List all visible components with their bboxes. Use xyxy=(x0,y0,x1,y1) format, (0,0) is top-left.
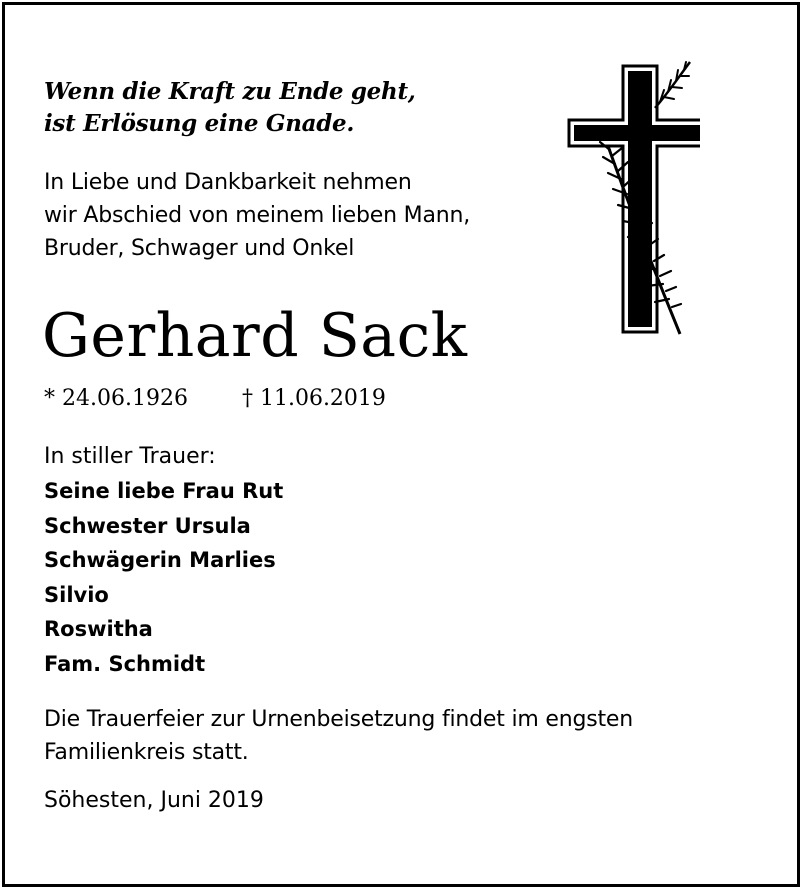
life-dates xyxy=(44,384,386,414)
death-date: † 11.06.2019 xyxy=(241,386,386,411)
mourner-name: Roswitha xyxy=(44,617,153,641)
mourning-label: In stiller Trauer: xyxy=(44,444,216,469)
service-info xyxy=(44,703,633,769)
birth-date: * 24.06.1926 xyxy=(44,386,188,411)
intro-line: wir Abschied von meinem lieben Mann, xyxy=(44,203,471,228)
mourner-name: Schwester Ursula xyxy=(44,513,251,538)
service-line: Die Trauerfeier zur Urnenbeisetzung findet im engsten xyxy=(44,707,634,732)
intro-line: Bruder, Schwager und Onkel xyxy=(44,236,355,261)
motto-line: ist Erlösung eine Gnade. xyxy=(44,110,355,137)
motto-line: Wenn die Kraft zu Ende geht, xyxy=(44,78,416,105)
intro-line: In Liebe und Dankbarkeit nehmen xyxy=(44,170,412,195)
place-and-date: Söhesten, Juni 2019 xyxy=(44,788,264,813)
motto xyxy=(44,76,415,140)
mourner-name: Seine liebe Frau Rut xyxy=(44,479,284,503)
mourner-name: Silvio xyxy=(44,582,109,607)
mourner-name: Fam. Schmidt xyxy=(44,651,206,676)
deceased-name: Gerhard Sack xyxy=(42,301,468,371)
mourners-list xyxy=(44,474,283,681)
service-line: Familienkreis statt. xyxy=(44,740,249,765)
intro-text xyxy=(44,166,470,265)
cross-with-palm-icon xyxy=(560,58,700,343)
mourner-name: Schwägerin Marlies xyxy=(44,548,276,572)
